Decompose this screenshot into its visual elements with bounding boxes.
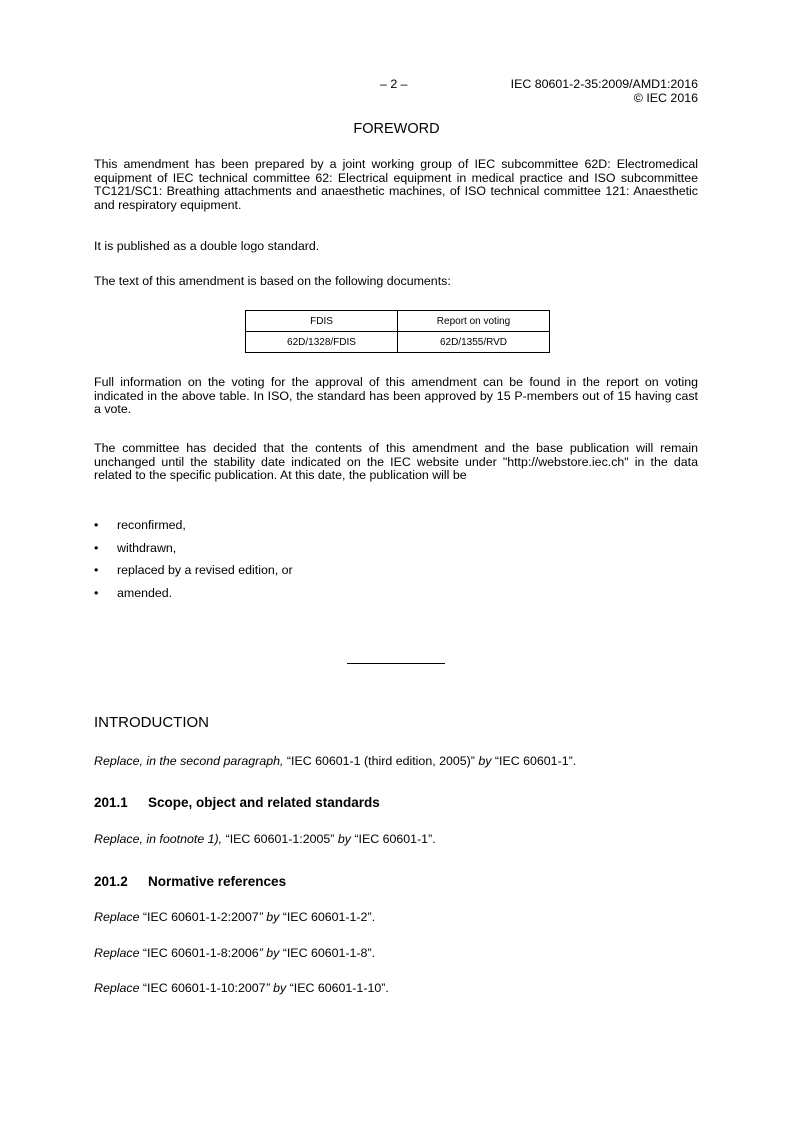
introduction-title: INTRODUCTION — [94, 714, 209, 731]
section-201-2-instruction: Replace “IEC 60601-1-2:2007” by “IEC 60601-1-2”. — [94, 910, 376, 924]
list-item-text: amended. — [117, 585, 173, 600]
foreword-paragraph-5: The committee has decided that the contents of this amendment and the base publication will remain unchanged until the stability date indicated on the IEC website under "http://webstore.iec.ch" in the data related to the specific publication. At this date, the publication will be — [94, 441, 698, 483]
foreword-title: FOREWORD — [353, 121, 440, 137]
copyright: © IEC 2016 — [633, 91, 698, 105]
foreword-paragraph-1: This amendment has been prepared by a joint working group of IEC subcommittee 62D: Electromedical equipment of IEC technical committee 62: Electrical equipment in medical practice and ISO subcommittee TC121/SC1: Breathing attachments and anaesthetic machines, of ISO technical committee 121: Anaesthetic and respiratory equipment. — [94, 157, 698, 212]
list-item — [94, 541, 293, 564]
section-number: 201.2 — [94, 874, 128, 889]
table-header-cell: Report on voting — [398, 311, 550, 332]
bullet-icon: • — [94, 518, 99, 532]
page-number: – 2 – — [380, 77, 408, 91]
list-item-text: reconfirmed, — [117, 518, 186, 532]
section-201-2-instruction: Replace “IEC 60601-1-8:2006” by “IEC 60601-1-8”. — [94, 946, 376, 960]
bullet-icon: • — [94, 540, 99, 555]
table-header-cell: FDIS — [246, 311, 398, 332]
bullet-icon: • — [94, 585, 99, 600]
bullet-icon: • — [94, 563, 99, 577]
section-201-2-instruction: Replace “IEC 60601-1-10:2007” by “IEC 60601-1-10”. — [94, 981, 389, 995]
voting-documents-table — [245, 310, 550, 353]
introduction-instruction: Replace, in the second paragraph, “IEC 60601-1 (third edition, 2005)” by “IEC 60601-1”. — [94, 754, 577, 768]
table-header-row — [246, 311, 550, 332]
section-heading-201-2 — [94, 874, 286, 889]
foreword-paragraph-4: Full information on the voting for the approval of this amendment can be found in the report on voting indicated in the above table. In ISO, the standard has been approved by 15 P-members out of 15 having cast a vote. — [94, 375, 698, 417]
list-item-text: replaced by a revised edition, or — [117, 563, 293, 577]
table-cell: 62D/1355/RVD — [398, 332, 550, 353]
table-cell: 62D/1328/FDIS — [246, 332, 398, 353]
standard-id: IEC 80601-2-35:2009/AMD1:2016 — [510, 77, 698, 91]
foreword-paragraph-3: The text of this amendment is based on the following documents: — [94, 274, 451, 288]
list-item-text: withdrawn, — [117, 540, 177, 555]
list-item — [94, 586, 293, 609]
section-title: Normative references — [148, 874, 287, 889]
foreword-paragraph-2: It is published as a double logo standard. — [94, 239, 320, 253]
section-201-1-instruction: Replace, in footnote 1), “IEC 60601-1:2005” by “IEC 60601-1”. — [94, 832, 436, 846]
list-item — [94, 563, 293, 586]
list-item — [94, 518, 293, 541]
bullet-list — [94, 518, 293, 608]
document-header — [511, 77, 698, 105]
section-number: 201.1 — [94, 795, 128, 810]
table-row — [246, 332, 550, 353]
section-title: Scope, object and related standards — [148, 795, 380, 810]
section-divider — [347, 663, 445, 664]
section-heading-201-1 — [94, 795, 380, 810]
